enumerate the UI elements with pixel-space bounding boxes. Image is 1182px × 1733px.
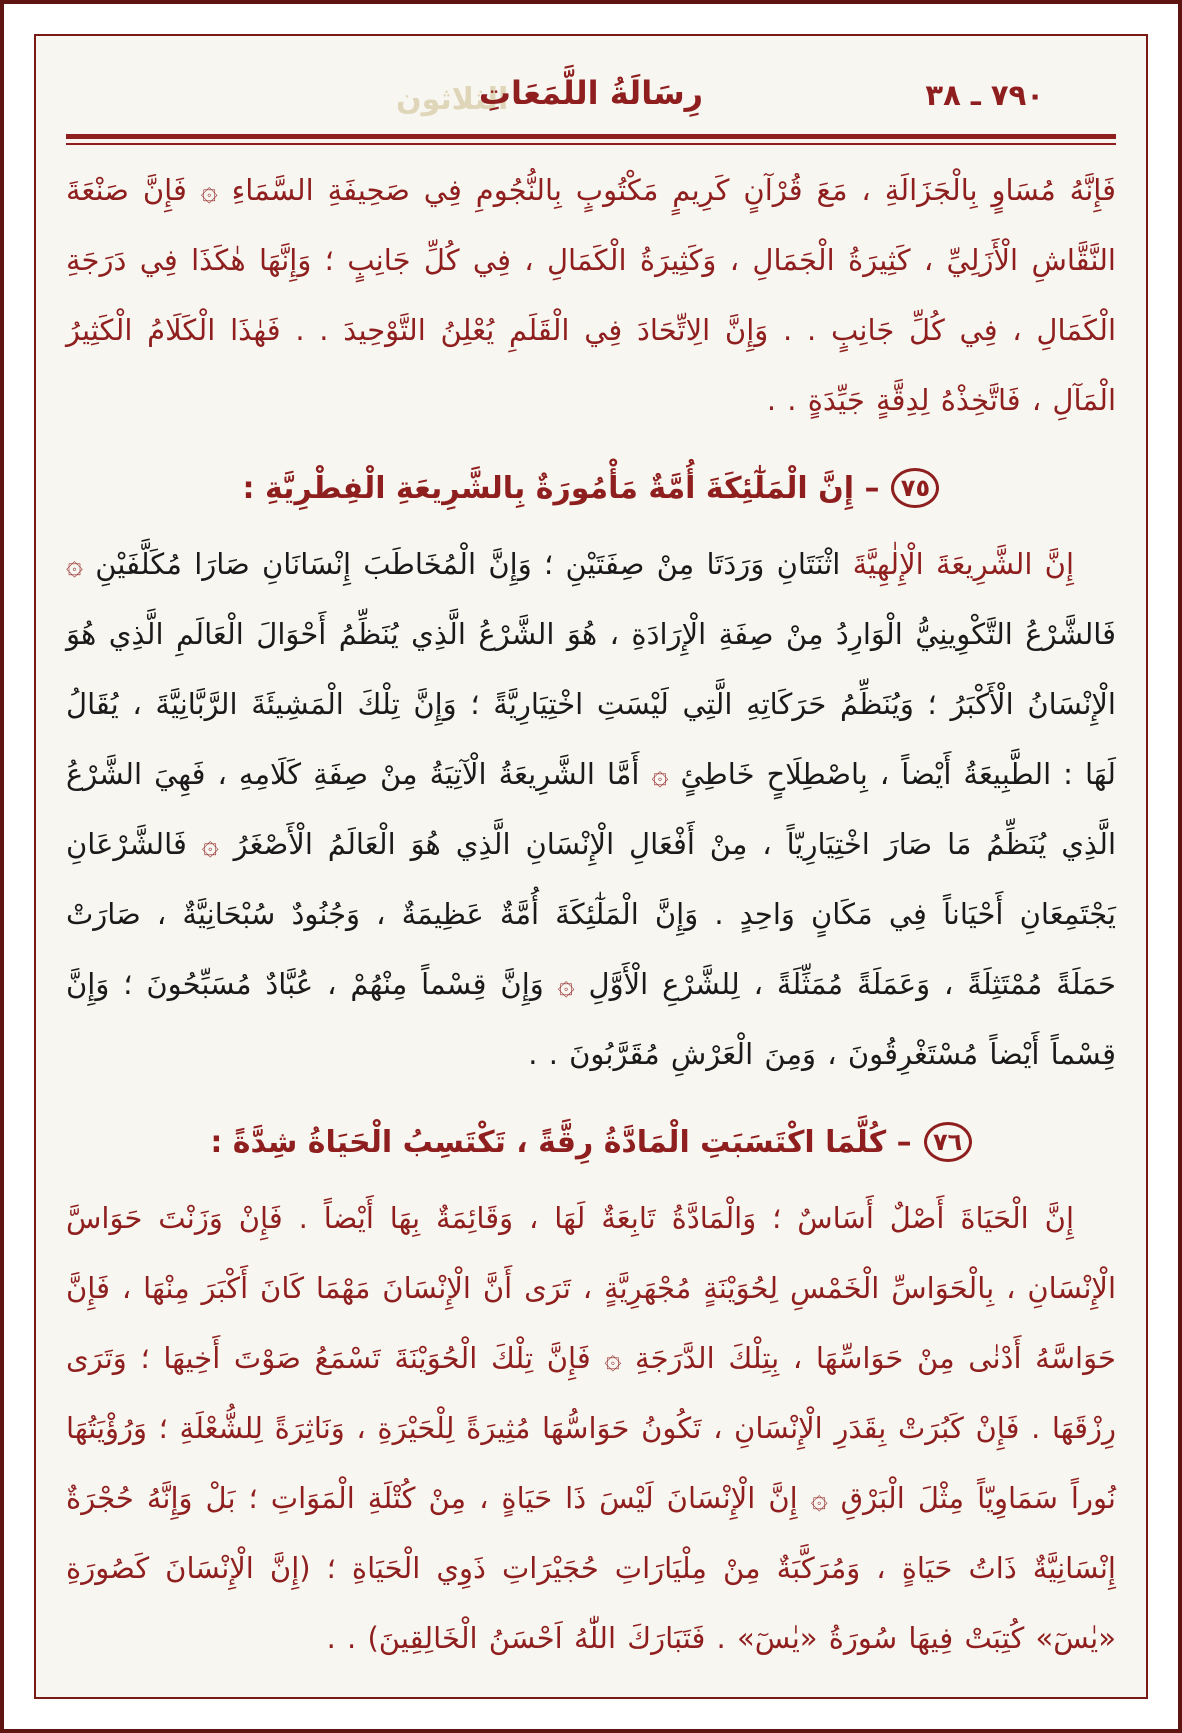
text-segment: فَالشَّرْعَانِ يَجْتَمِعَانِ أَحْيَاناً فِي مَكَانٍ وَاحِدٍ . وَإِنَّ الْمَلٰٓئِكَةَ أُمَّةٌ عَظِيمَةٌ ، وَجُنُودٌ سُبْحَانِيَّةٌ ، صَارَتْ حَمَلَةً مُمْتَثِلَةً ، وَعَمَلَةً مُمَثِّلَةً ، لِلشَّرْعِ الْأَوَّلِ: [66, 827, 1116, 1001]
section-75-heading: [66, 457, 1116, 519]
page-number: ٧٩٠ ـ ٣٨: [925, 78, 1044, 112]
header-divider: [66, 134, 1116, 145]
text-segment: ۞: [66, 547, 83, 581]
ghost-show-through-text: الثلاثون: [396, 82, 509, 117]
section-75-paragraph: [66, 529, 1116, 1089]
section-76-title: – كُلَّمَا اكْتَسَبَتِ الْمَادَّةُ رِقَّةً ، تَكْتَسِبُ الْحَيَاةُ شِدَّةً :: [210, 1124, 912, 1160]
text-segment: أَمَّا الشَّرِيعَةُ الْآتِيَةُ مِنْ صِفَةِ كَلَامِهِ ، فَهِيَ الشَّرْعُ الَّذِي يُنَظِّمُ مَا صَارَ اخْتِيَارِيّاً ، مِنْ أَفْعَالِ الْإِنْسَانِ الَّذِي هُوَ الْعَالَمُ الْأَصْغَرُ: [66, 757, 1117, 861]
page-header: [66, 72, 1116, 128]
text-segment: وَإِنَّ قِسْماً مِنْهُمْ ، عُبَّادٌ مُسَبِّحُونَ ؛ وَإِنَّ قِسْماً أَيْضاً مُسْتَغْرِقُونَ ، وَمِنَ الْعَرْشِ مُقَرَّبُونَ . .: [66, 967, 1116, 1071]
content-sheet: [34, 34, 1148, 1699]
text-segment: فَالشَّرْعُ التَّكْوِينِيُّ الْوَارِدُ مِنْ صِفَةِ الْإِرَادَةِ ، هُوَ الشَّرْعُ الَّذِي يُنَظِّمُ أَحْوَالَ الْعَالَمِ الَّذِي هُوَ الْإِنْسَانُ الْأَكْبَرُ ؛ وَيُنَظِّمُ حَرَكَاتِهِ الَّتِي لَيْسَتِ اخْتِيَارِيَّةً ؛ وَإِنَّ تِلْكَ الْمَشِيئَةَ الرَّبَّانِيَّةَ ، يُقَالُ لَهَا : الطَّبِيعَةُ أَيْضاً ، بِاصْطِلَاحٍ خَاطِئٍ: [66, 617, 1116, 791]
text-segment: ۞: [651, 757, 669, 791]
section-76-number-badge: ٧٦: [924, 1122, 972, 1162]
text-segment: ۞: [201, 827, 219, 861]
section-76-heading: [66, 1111, 1116, 1173]
section-75-number-badge: ٧٥: [891, 468, 939, 508]
text-segment: اثْنَتَانِ وَرَدَتَا مِنْ صِفَتَيْنِ ؛ وَإِنَّ الْمُخَاطَبَ إِنْسَانَانِ صَارَا مُكَلَّفَيْنِ: [83, 547, 841, 581]
section-76-paragraph: [66, 1183, 1116, 1673]
section-75-title: – إِنَّ الْمَلٰٓئِكَةَ أُمَّةٌ مَأْمُورَةٌ بِالشَّرِيعَةِ الْفِطْرِيَّةِ :: [242, 470, 880, 506]
text-segment: إِنَّ الْحَيَاةَ أَصْلٌ أَسَاسٌ ؛ وَالْمَادَّةُ تَابِعَةٌ لَهَا ، وَقَائِمَةٌ بِهَا أَيْضاً . فَإِنْ وَزَنْتَ حَوَاسَّ الْإِنْسَانِ ، بِالْحَوَاسِّ الْخَمْسِ لِحُوَيْنَةٍ مُجْهَرِيَّةٍ ، تَرَى أَنَّ الْإِنْسَانَ مَهْمَا كَانَ أَكْبَرَ مِنْهَا ، فَإِنَّ حَوَاسَّهُ أَدْنٰى مِنْ حَوَاسِّهَا ، بِتِلْكَ الدَّرَجَةِ ۞ فَإِنَّ تِلْكَ الْحُوَيْنَةَ تَسْمَعُ صَوْتَ أَخِيهَا ؛ وَتَرَى رِزْقَهَا . فَإِنْ كَبُرَتْ بِقَدَرِ الْإِنْسَانِ ، تَكُونُ حَوَاسُّهَا مُثِيرَةً لِلْحَيْرَةِ ، وَنَاثِرَةً لِلشُّعْلَةِ ؛ وَرُؤْيَتُهَا نُوراً سَمَاوِيّاً مِثْلَ الْبَرْقِ ۞ إِنَّ الْإِنْسَانَ لَيْسَ ذَا حَيَاةٍ ، مِنْ كُتْلَةِ الْمَوَاتِ ؛ بَلْ وَإِنَّهُ حُجْرَةٌ إِنْسَانِيَّةٌ ذَاتُ حَيَاةٍ ، وَمُرَكَّبَةٌ مِنْ مِلْيَارَاتِ حُجَيْرَاتِ ذَوِي الْحَيَاةِ ؛ (إِنَّ الْإِنْسَانَ كَصُورَةِ «يٰسٓ» كُتِبَتْ فِيهَا سُورَةُ «يٰسٓ» . فَتَبَارَكَ اللّٰهُ اَحْسَنُ الْخَالِقِينَ) . .: [66, 1201, 1116, 1655]
text-segment: فَإِنَّهُ مُسَاوٍ بِالْجَزَالَةِ ، مَعَ قُرْآنٍ كَرِيمٍ مَكْتُوبٍ بِالنُّجُومِ فِي صَحِيفَةِ السَّمَاءِ ۞ فَإِنَّ صَنْعَةَ النَّقَّاشِ الْأَزَلِيِّ ، كَثِيرَةُ الْجَمَالِ ، وَكَثِيرَةُ الْكَمَالِ ، فِي كُلِّ جَانِبٍ ؛ وَإِنَّهَا هٰكَذَا فِي دَرَجَةِ الْكَمَالِ ، فِي كُلِّ جَانِبٍ . . وَإِنَّ الِاتِّحَادَ فِي الْقَلَمِ يُعْلِنُ التَّوْحِيدَ . . فَهٰذَا الْكَلَامُ الْكَثِيرُ الْمَآلِ ، فَاتَّخِذْهُ لِدِقَّةٍ جَيِّدَةٍ . .: [66, 173, 1116, 417]
page-title: رِسَالَةُ اللَّمَعَاتِ: [478, 74, 704, 112]
intro-paragraph: [66, 155, 1116, 435]
text-segment: ۞: [557, 967, 575, 1001]
text-segment: إِنَّ الشَّرِيعَةَ الْإِلٰهِيَّةَ: [840, 547, 1075, 581]
